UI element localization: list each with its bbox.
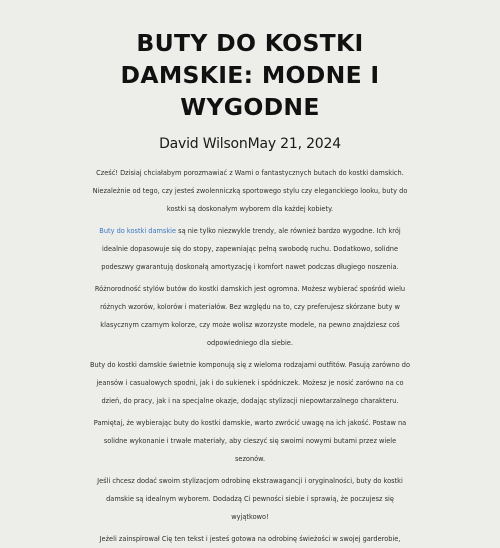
- paragraph: [90, 356, 410, 410]
- article-title: BUTY DO KOSTKI DAMSKIE: MODNE I WYGODNE: [120, 29, 380, 121]
- paragraph-text: Jeżeli zainspirował Cię ten tekst i jesteś gotowa na odrobinę świeżości w swojej garderobie,: [99, 535, 401, 543]
- paragraph: [90, 472, 410, 526]
- paragraph-text: Cześć! Dzisiaj chciałabym porozmawiać z Wami o fantastycznych butach do kostki damskich. Niezależnie od tego, czy jesteś zwolenniczką sportowego stylu czy eleganckiego looku, buty do kostki są doskonałym wyborem dla każdej kobiety.: [92, 169, 408, 213]
- paragraph: [90, 222, 410, 276]
- paragraph-text: Buty do kostki damskie świetnie komponują się z wieloma rodzajami outfitów. Pasują zarówno do jeansów i casualowych spodni, jak i do sukienek i spódniczek. Możesz je nosić zarówno na co dzień, do pracy, jak i na specjalne okazje, dodając stylizacji niepowtarzalnego charakteru.: [90, 361, 410, 405]
- article-body: [90, 164, 410, 548]
- paragraph-text: Jeśli chcesz dodać swoim stylizacjom odrobinę ekstrawagancji i oryginalności, buty do kostki damskie są idealnym wyborem. Dodadzą Ci pewności siebie i sprawią, że poczujesz się wyjątkowo!: [97, 477, 403, 521]
- product-link[interactable]: Buty do kostki damskie: [99, 227, 177, 235]
- author-name[interactable]: David Wilson: [159, 136, 248, 152]
- paragraph-text: są nie tylko niezwykle trendy, ale również bardzo wygodne. Ich krój idealnie dopasowuje się do stopy, zapewniając pełną swobodę ruchu. Dodatkowo, solidne podeszwy gwarantują doskonałą amortyzację i komfort nawet podczas długiego noszenia.: [101, 227, 401, 271]
- article: [90, 0, 410, 548]
- paragraph: [90, 164, 410, 218]
- publish-date: May 21, 2024: [247, 136, 341, 152]
- paragraph: [90, 414, 410, 468]
- paragraph: [90, 530, 410, 548]
- byline: [90, 135, 410, 153]
- paragraph: [90, 280, 410, 352]
- paragraph-text: Różnorodność stylów butów do kostki damskich jest ogromna. Możesz wybierać spośród wielu różnych wzorów, kolorów i materiałów. Bez względu na to, czy preferujesz skórzane buty w klasycznym czarnym kolorze, czy może wolisz wzorzyste modele, na pewno znajdziesz coś odpowiedniego dla siebie.: [94, 285, 406, 347]
- paragraph-text: Pamiętaj, że wybierając buty do kostki damskie, warto zwrócić uwagę na ich jakość. Postaw na solidne wykonanie i trwałe materiały, aby cieszyć się swoimi nowymi butami przez wiele sezonów.: [93, 419, 407, 463]
